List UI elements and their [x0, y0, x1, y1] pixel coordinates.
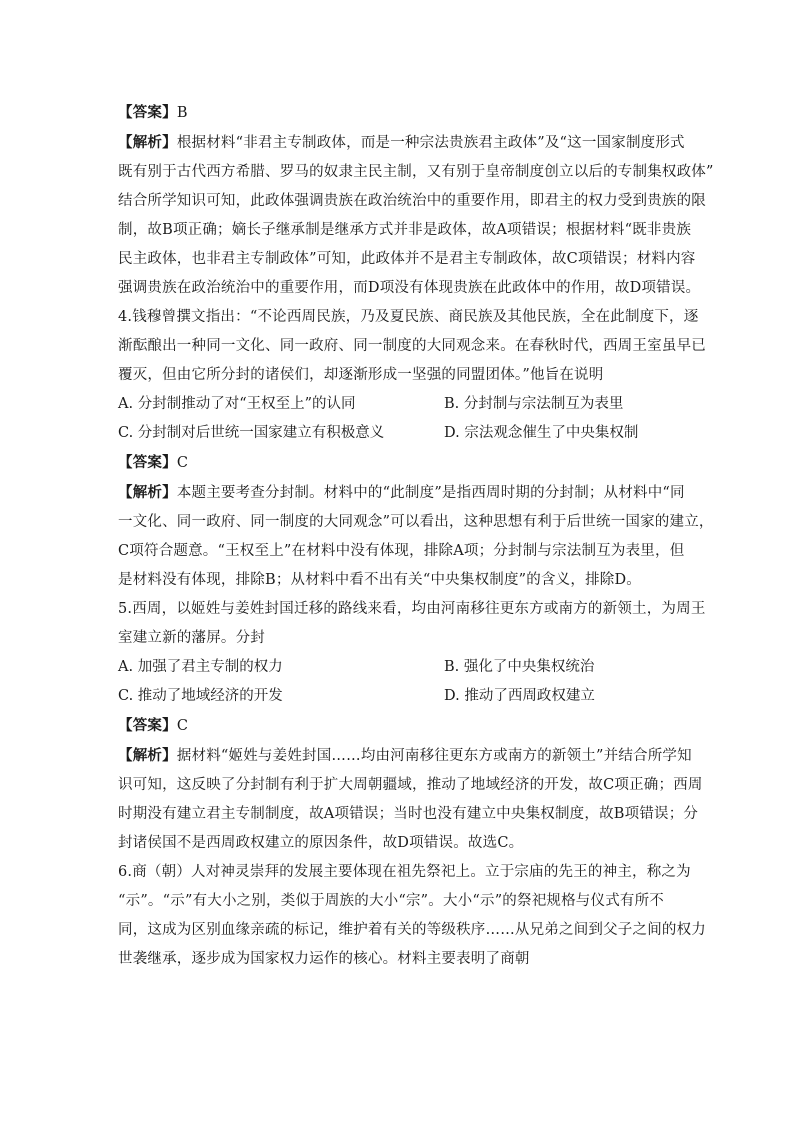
answer-line: [118, 98, 678, 128]
option-a: A. 分封制推动了对“王权至上”的认同: [118, 396, 356, 412]
explanation-line: C项符合题意。“王权至上”在材料中没有体现，排除A项；分封制与宗法制互为表里，但: [118, 543, 685, 559]
answer-tag: 【答案】: [118, 454, 177, 471]
explanation-line: 既有别于古代西方希腊、罗马的奴隶主民主制，又有别于皇帝制度创立以后的专制集权政体”: [118, 164, 714, 180]
explanation-tag: 【解析】: [118, 134, 177, 151]
explanation-line: 强调贵族在政治统治中的重要作用，而D项没有体现贵族在此政体中的作用，故D项错误。: [118, 280, 701, 296]
explanation-line: 制，故B项正确；嫡长子继承制是继承方式并非是政体，故A项错误；根据材料“既非贵族: [118, 222, 692, 238]
option-c: C. 分封制对后世统一国家建立有积极意义: [118, 425, 385, 441]
question-line: 渐酝酿出一种同一文化、同一政府、同一制度的大同观念来。在春秋时代，西周王室虽早已: [118, 338, 706, 354]
option-c: C. 推动了地域经济的开发: [118, 688, 283, 704]
option-a: A. 加强了君主专制的权力: [118, 659, 283, 675]
explanation-line: 识可知，这反映了分封制有利于扩大周朝疆域，推动了地域经济的开发，故C项正确；西周: [118, 777, 703, 793]
option-row: [118, 419, 678, 448]
explanation-line: [118, 478, 685, 508]
explanation-line: 结合所学知识可知，此政体强调贵族在政治统治中的重要作用，即君主的权力受到贵族的限: [118, 193, 706, 209]
explanation-tag: 【解析】: [118, 747, 177, 764]
explanation-text: 据材料“姬姓与姜姓封国……均由河南移往更东方或南方的新领土”并结合所学知: [176, 748, 692, 764]
question-line: 4.钱穆曾撰文指出：“不论西周民族，乃及夏民族、商民族及其他民族，全在此制度下，逐: [118, 309, 699, 325]
question-line: 同，这成为区别血缘亲疏的标记，维护着有关的等级秩序……从兄弟之间到父子之间的权力: [118, 922, 706, 938]
option-d: D. 宗法观念催生了中央集权制: [444, 425, 639, 441]
answer-value: C: [176, 455, 189, 471]
explanation-tag: 【解析】: [118, 484, 177, 501]
answer-value: C: [176, 718, 189, 734]
answer-line: [118, 448, 678, 478]
answer-line: [118, 711, 678, 741]
question-line: 5.西周，以姬姓与姜姓封国迁移的路线来看，均由河南移往更东方或南方的新领土，为周王: [118, 601, 706, 617]
explanation-line: [118, 128, 685, 158]
option-b: B. 分封制与宗法制互为表里: [444, 396, 624, 412]
question-line: 室建立新的藩屏。分封: [118, 630, 265, 646]
explanation-line: 时期没有建立君主专制制度，故A项错误；当时也没有建立中央集权制度，故B项错误；分: [118, 806, 699, 822]
option-row: [118, 653, 678, 682]
option-row: [118, 682, 678, 711]
answer-tag: 【答案】: [118, 104, 177, 121]
question-line: 6.商（朝）人对神灵崇拜的发展主要体现在祖先祭祀上。立于宗庙的先王的神主，称之为: [118, 864, 691, 880]
explanation-line: [118, 741, 692, 771]
explanation-line: 封诸侯国不是西周政权建立的原因条件，故D项错误。故选C。: [118, 835, 524, 851]
explanation-line: 是材料没有体现，排除B；从材料中看不出有关“中央集权制度”的含义，排除D。: [118, 572, 642, 588]
question-line: 世袭继承，逐步成为国家权力运作的核心。材料主要表明了商朝: [118, 951, 530, 967]
answer-tag: 【答案】: [118, 717, 177, 734]
question-line: 覆灭，但由它所分封的诸侯们，却逐渐形成一坚强的同盟团体。”他旨在说明: [118, 367, 604, 383]
explanation-text: 本题主要考查分封制。材料中的“此制度”是指西周时期的分封制；从材料中“同: [176, 485, 685, 501]
option-d: D. 推动了西周政权建立: [444, 688, 595, 704]
explanation-line: 民主政体，也非君主专制政体”可知，此政体并不是君主专制政体，故C项错误；材料内容: [118, 251, 696, 267]
explanation-text: 根据材料“非君主专制政体，而是一种宗法贵族君主政体”及“这一国家制度形式: [176, 135, 685, 151]
document-page: [118, 98, 714, 974]
answer-value: B: [176, 105, 188, 121]
option-b: B. 强化了中央集权统治: [444, 659, 595, 675]
question-line: “示”。“示”有大小之别，类似于周族的大小“宗”。大小“示”的祭祀规格与仪式有所不: [118, 893, 664, 909]
explanation-line: 一文化、同一政府、同一制度的大同观念”可以看出，这种思想有利于后世统一国家的建立，: [118, 514, 714, 530]
option-row: [118, 390, 678, 419]
